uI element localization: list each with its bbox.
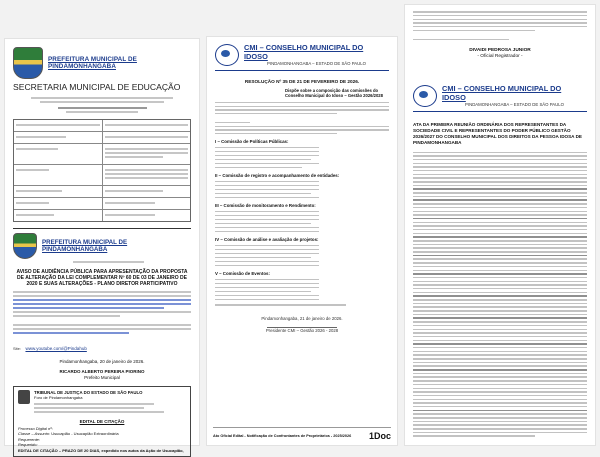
edital-title: EDITAL DE CITAÇÃO (79, 418, 125, 424)
page-footer (213, 427, 391, 441)
section-title: I – Comissão de Políticas Públicas: (215, 139, 289, 145)
cmi-header-bar (215, 70, 389, 71)
resolucao-preamble (215, 102, 389, 135)
list-item (215, 245, 389, 267)
registrador-signature (413, 48, 587, 60)
prefeitura-title: PREFEITURA MUNICIPAL DE PINDAMONHANGABA (48, 56, 137, 70)
site-line (13, 337, 191, 355)
cmi-header-bar-2 (413, 111, 587, 112)
footer-title: Ato Oficial Edital - Notificação de Confrontantes de Proprietários - 2025/2026 (213, 434, 352, 438)
cmi-subtitle: PINDAMONHANGABA – ESTADO DE SÃO PAULO (267, 61, 366, 66)
aviso-body (13, 291, 191, 334)
cmi-title: CMI – CONSELHO MUNICIPAL DO IDOSO (244, 43, 364, 61)
section-title: III – Comissão de monitoramento e Rendimento: (215, 203, 316, 209)
signature-block (215, 316, 389, 334)
1doc-logo: 1Doc (368, 431, 391, 441)
signer-name: RICARDO ALBERTO PEREIRA PIORINO (59, 369, 145, 374)
cmi-logo-icon (413, 85, 437, 107)
cmi-header (215, 43, 389, 67)
edital-fields (18, 426, 186, 448)
municipal-crest-icon (13, 47, 43, 79)
site-label: Site: (13, 346, 22, 351)
extrato-header (13, 97, 191, 113)
edital-field-1: Classe – Assunto: Usucapião - Usucapião Extraordinária (18, 431, 119, 436)
section-title: V – Comissão de Eventos: (215, 271, 270, 277)
ata-body (413, 152, 587, 437)
cmi-header-2 (413, 84, 587, 112)
edital-final-line: EDITAL DE CITAÇÃO – PRAZO DE 20 DIAS, expedido nos autos da Ação de Usucapião, (18, 447, 184, 453)
list-item (215, 147, 389, 169)
edital-field-0: Processo Digital nº: (18, 425, 53, 431)
list-item (215, 211, 389, 233)
signature-icon (267, 321, 337, 328)
section-divider (13, 228, 191, 229)
prefeitura-title-2: PREFEITURA MUNICIPAL DE PINDAMONHANGABA (42, 239, 128, 253)
court-line: Foro de Pindamonhangaba (34, 395, 83, 400)
cmi-subtitle-2: PINDAMONHANGABA – ESTADO DE SÃO PAULO (465, 102, 564, 107)
edital-continuation (413, 11, 587, 40)
court-title: TRIBUNAL DE JUSTIÇA DO ESTADO DE SÃO PAULO (34, 390, 143, 395)
date-place: Pindamonhangaba, 20 de janeiro de 2026. (59, 359, 145, 364)
prefeitura-header-2 (13, 233, 191, 259)
resolucao-date-place: Pindamonhangaba, 21 de janeiro de 2026. (261, 315, 343, 321)
resolucao-ementa: Dispõe sobre a composição das comissões do Conselho Municipal do Idoso – Gestão 2026/2028 (285, 87, 383, 98)
edital-box (13, 386, 191, 457)
municipal-crest-icon (13, 233, 37, 259)
extrato-table (13, 119, 191, 222)
edital-field-3: Requerido: (18, 442, 38, 447)
cmi-logo-icon (215, 44, 239, 66)
resolucao-signer-role: Presidente CMI – Gestão 2026 - 2028 (265, 328, 339, 334)
registrador-role: - Oficial Registrador - (477, 54, 523, 59)
prefeitura-page (4, 38, 200, 453)
prefeitura-header (13, 47, 191, 79)
list-item (215, 181, 389, 199)
cmi-title-2: CMI – CONSELHO MUNICIPAL DO IDOSO (442, 84, 562, 102)
section-title: II – Comissão de registro e acompanhamento de entidades: (215, 173, 340, 179)
signer-role: Prefeito Municipal (84, 375, 120, 380)
site-link[interactable]: www.youtube.com/@Pindahub (25, 346, 87, 351)
court-seal-icon (18, 390, 30, 404)
secretaria-title: SECRETARIA MUNICIPAL DE EDUCAÇÃO (13, 82, 181, 92)
section-title: IV – Comissão de análise e avaliação de projetos: (215, 237, 319, 243)
cmi-ata-page (404, 4, 596, 446)
resolucao-closing (215, 304, 389, 306)
aviso-title: AVISO DE AUDIÊNCIA PÚBLICA PARA APRESENTAÇÃO DA PROPOSTA DE ALTERAÇÃO DA LEI COMPLEMENTAR Nº 60 DE 03 DE JANEIRO DE 2020 E SUAS ALTERAÇÕES - PLANO DIRETOR PARTICIPATIVO (16, 269, 188, 287)
resolucao-title: RESOLUÇÃO Nº 35 DE 21 DE FEVEREIRO DE 2026. (244, 78, 360, 84)
registrador-name: DIVAIDI PEDROSA JUNIOR (469, 48, 531, 53)
edital-field-2: Requerente: (18, 436, 41, 442)
ata-title: ATA DA PRIMEIRA REUNIÃO ORDINÁRIA DOS REPRESENTANTES DA SOCIEDADE CIVIL E REPRESENTANTES DO PODER PÚBLICO GESTÃO 2026/2027 DO CONSELHO MUNICIPAL DOS DIREITOS DA PESSOA IDOSA DE PINDAMONHANGABA (413, 121, 582, 145)
cmi-resolucao-page (206, 36, 398, 446)
list-item (215, 279, 389, 301)
